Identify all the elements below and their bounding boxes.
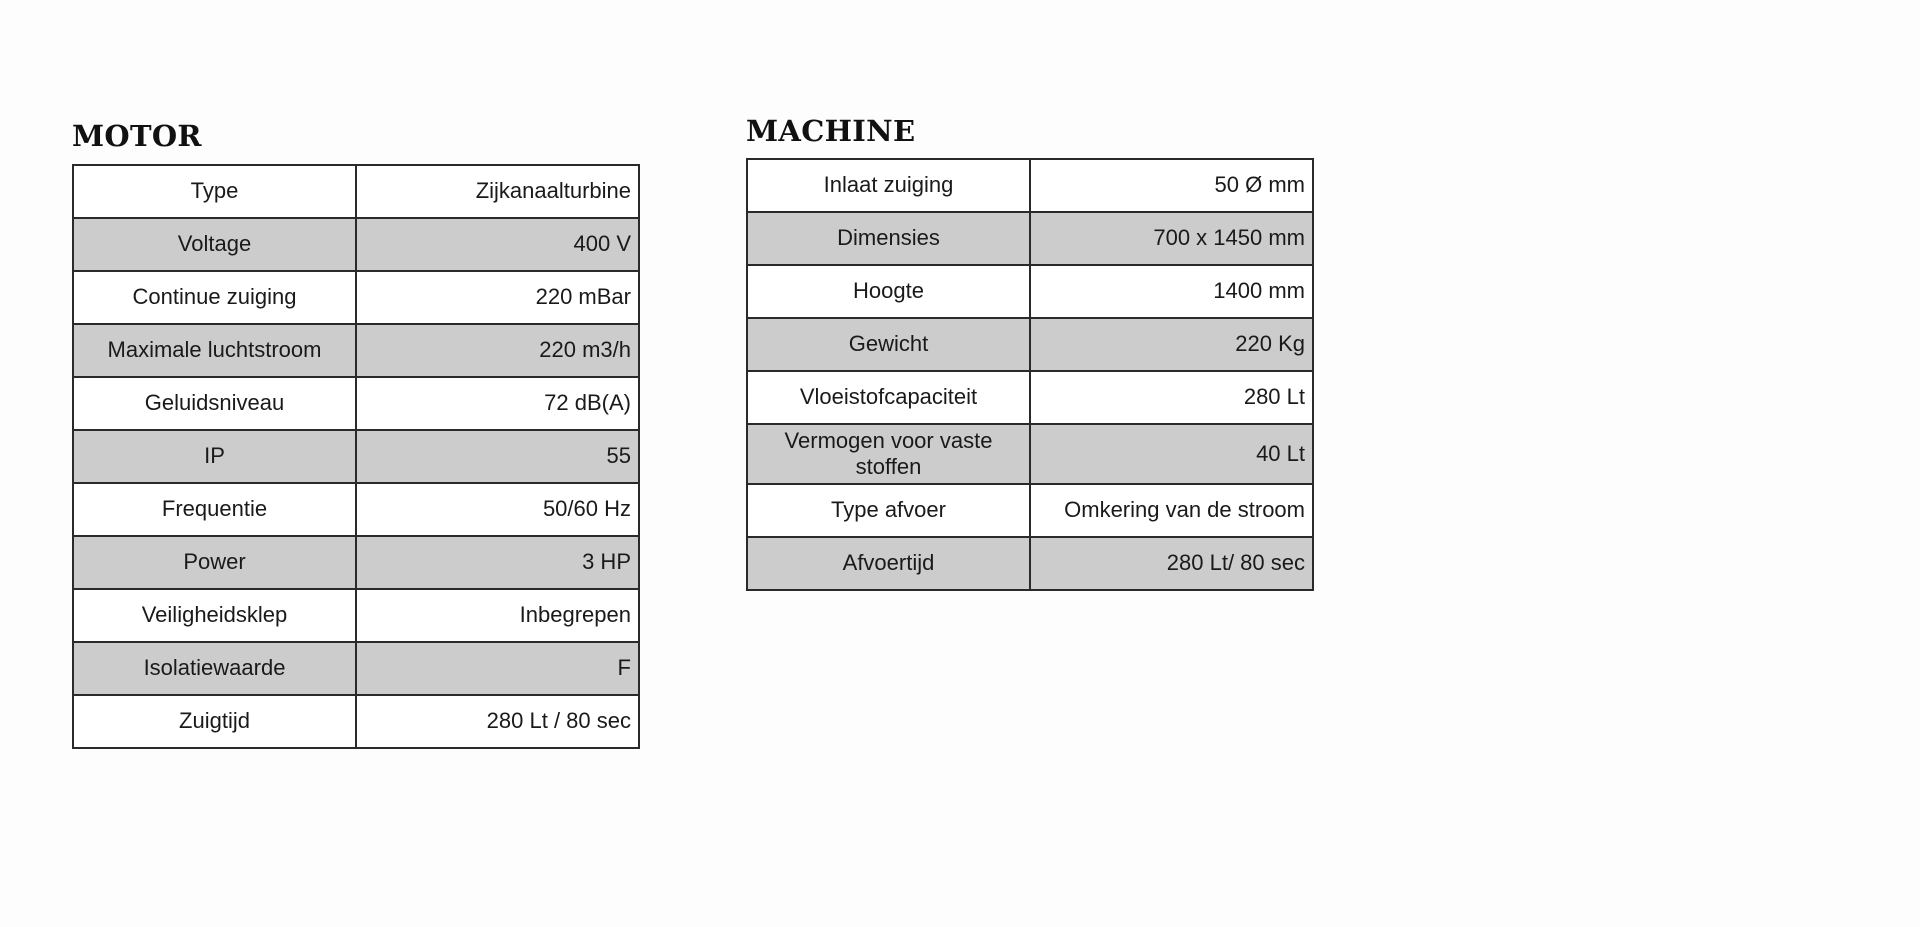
spec-value: 55 — [356, 430, 639, 483]
table-row — [747, 424, 1313, 484]
table-row — [73, 589, 639, 642]
spec-value: 72 dB(A) — [356, 377, 639, 430]
motor-spec-section — [72, 118, 640, 749]
table-row — [73, 536, 639, 589]
spec-value: F — [356, 642, 639, 695]
table-row — [747, 212, 1313, 265]
spec-value: 280 Lt — [1030, 371, 1313, 424]
table-row — [747, 537, 1313, 590]
spec-label: Inlaat zuiging — [747, 159, 1030, 212]
table-row — [73, 695, 639, 748]
motor-spec-table — [72, 164, 640, 749]
spec-value: 50 Ø mm — [1030, 159, 1313, 212]
table-row — [73, 271, 639, 324]
table-row — [747, 265, 1313, 318]
spec-label: Zuigtijd — [73, 695, 356, 748]
spec-value: 3 HP — [356, 536, 639, 589]
table-row — [73, 642, 639, 695]
machine-spec-table — [746, 158, 1314, 591]
spec-value: 400 V — [356, 218, 639, 271]
spec-label: Geluidsniveau — [73, 377, 356, 430]
spec-label: Gewicht — [747, 318, 1030, 371]
spec-value: 220 Kg — [1030, 318, 1313, 371]
spec-label: Hoogte — [747, 265, 1030, 318]
machine-title: MACHINE — [746, 114, 916, 148]
spec-value: 40 Lt — [1030, 424, 1313, 484]
spec-label: Vermogen voor vaste stoffen — [747, 424, 1030, 484]
spec-label: Type — [73, 165, 356, 218]
machine-spec-section — [746, 113, 1314, 591]
table-row — [73, 165, 639, 218]
table-row — [747, 484, 1313, 537]
spec-label: Veiligheidsklep — [73, 589, 356, 642]
spec-value: Zijkanaalturbine — [356, 165, 639, 218]
motor-title: MOTOR — [72, 119, 202, 153]
spec-label: Afvoertijd — [747, 537, 1030, 590]
spec-value: 220 m3/h — [356, 324, 639, 377]
spec-label: Frequentie — [73, 483, 356, 536]
table-row — [73, 430, 639, 483]
spec-label: Continue zuiging — [73, 271, 356, 324]
table-row — [747, 371, 1313, 424]
table-row — [747, 318, 1313, 371]
table-row — [73, 377, 639, 430]
spec-label: Maximale luchtstroom — [73, 324, 356, 377]
table-row — [73, 483, 639, 536]
spec-label: Voltage — [73, 218, 356, 271]
table-row — [73, 218, 639, 271]
spec-label: Vloeistofcapaciteit — [747, 371, 1030, 424]
spec-label: IP — [73, 430, 356, 483]
spec-label: Type afvoer — [747, 484, 1030, 537]
spec-value: 280 Lt/ 80 sec — [1030, 537, 1313, 590]
spec-value: 700 x 1450 mm — [1030, 212, 1313, 265]
spec-label: Power — [73, 536, 356, 589]
spec-value: 220 mBar — [356, 271, 639, 324]
table-row — [747, 159, 1313, 212]
spec-value: Omkering van de stroom — [1030, 484, 1313, 537]
table-row — [73, 324, 639, 377]
spec-value: Inbegrepen — [356, 589, 639, 642]
spec-value: 1400 mm — [1030, 265, 1313, 318]
spec-label: Isolatiewaarde — [73, 642, 356, 695]
spec-value: 280 Lt / 80 sec — [356, 695, 639, 748]
spec-value: 50/60 Hz — [356, 483, 639, 536]
spec-label: Dimensies — [747, 212, 1030, 265]
